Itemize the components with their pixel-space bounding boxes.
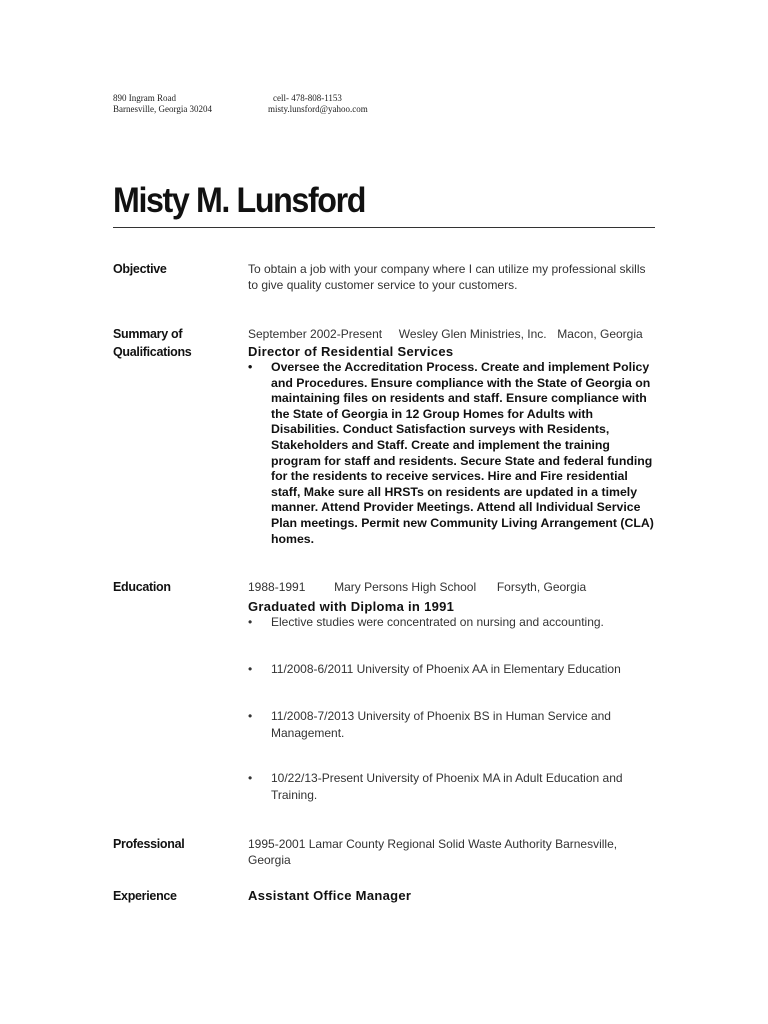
- experience-title: Assistant Office Manager: [248, 888, 412, 903]
- education-item-text: 10/22/13-Present University of Phoenix MA in Adult Education and Training.: [271, 771, 623, 802]
- summary-bullet-text: Oversee the Accreditation Process. Create and implement Policy and Procedures. Ensure compliance with the State of Georgia on maintaining files on residents and staff. Ensure compliance with the State of Georgia in 12 Group Homes for Adults with Disabilities. Conduct Satisfaction surveys with Residents, Stakeholders and Staff. Create and implement the training program for staff and residents. Secure State and federal funding for the residents to receive services. Hire and Fire residential staff, Make sure all HRSTs on residents are updated in a timely manner. Attend Provider Meetings. Attend all Individual Service Plan meetings. Permit new Community Living Arrangement (CLA) homes.: [271, 360, 654, 546]
- contact-block: [268, 93, 368, 115]
- education-item-text: 11/2008-7/2013 University of Phoenix BS in Human Service and Management.: [271, 709, 611, 740]
- professional-text: 1995-2001 Lamar County Regional Solid Waste Authority Barnesville, Georgia: [248, 837, 618, 867]
- address-line-2: Barnesville, Georgia 30204: [113, 104, 213, 114]
- professional-label: Professional: [113, 837, 185, 851]
- education-item: [248, 661, 658, 678]
- education-date: 1988-1991: [248, 580, 306, 594]
- bullet-marker: •: [248, 615, 253, 629]
- objective-label: Objective: [113, 262, 167, 276]
- address-block: [113, 93, 212, 115]
- summary-label-line-2: Qualifications: [113, 345, 192, 359]
- education-item: [248, 708, 648, 742]
- experience-label: Experience: [113, 889, 177, 903]
- summary-job-line: [248, 326, 658, 342]
- title-divider: [113, 227, 655, 228]
- summary-location: Macon, Georgia: [557, 327, 643, 341]
- summary-bullet: [248, 360, 660, 547]
- email-address: misty.lunsford@yahoo.com: [268, 104, 368, 114]
- education-item-text: 11/2008-6/2011 University of Phoenix AA in Elementary Education: [271, 662, 621, 676]
- objective-text: To obtain a job with your company where I can utilize my professional skills to give quality customer service to your customers.: [248, 262, 646, 292]
- summary-label: [113, 325, 191, 361]
- summary-label-line-1: Summary of: [113, 327, 183, 341]
- page-title: Misty M. Lunsford: [113, 181, 366, 220]
- address-line-1: 890 Ingram Road: [113, 93, 176, 103]
- bullet-marker: •: [248, 709, 253, 723]
- education-item-text: Elective studies were concentrated on nursing and accounting.: [271, 615, 604, 629]
- education-label: Education: [113, 580, 171, 594]
- education-location: Forsyth, Georgia: [496, 580, 587, 594]
- summary-job-title: Director of Residential Services: [248, 344, 454, 359]
- education-title: Graduated with Diploma in 1991: [248, 599, 455, 614]
- education-item: [248, 770, 648, 804]
- education-item: [248, 614, 658, 631]
- summary-organization: Wesley Glen Ministries, Inc.: [398, 327, 547, 341]
- education-school-line: [248, 579, 658, 595]
- bullet-marker: •: [248, 360, 253, 374]
- education-school: Mary Persons High School: [334, 580, 477, 594]
- phone-number: cell- 478-808-1153: [273, 93, 342, 103]
- summary-date: September 2002-Present: [248, 327, 383, 341]
- bullet-marker: •: [248, 771, 253, 785]
- bullet-marker: •: [248, 662, 253, 676]
